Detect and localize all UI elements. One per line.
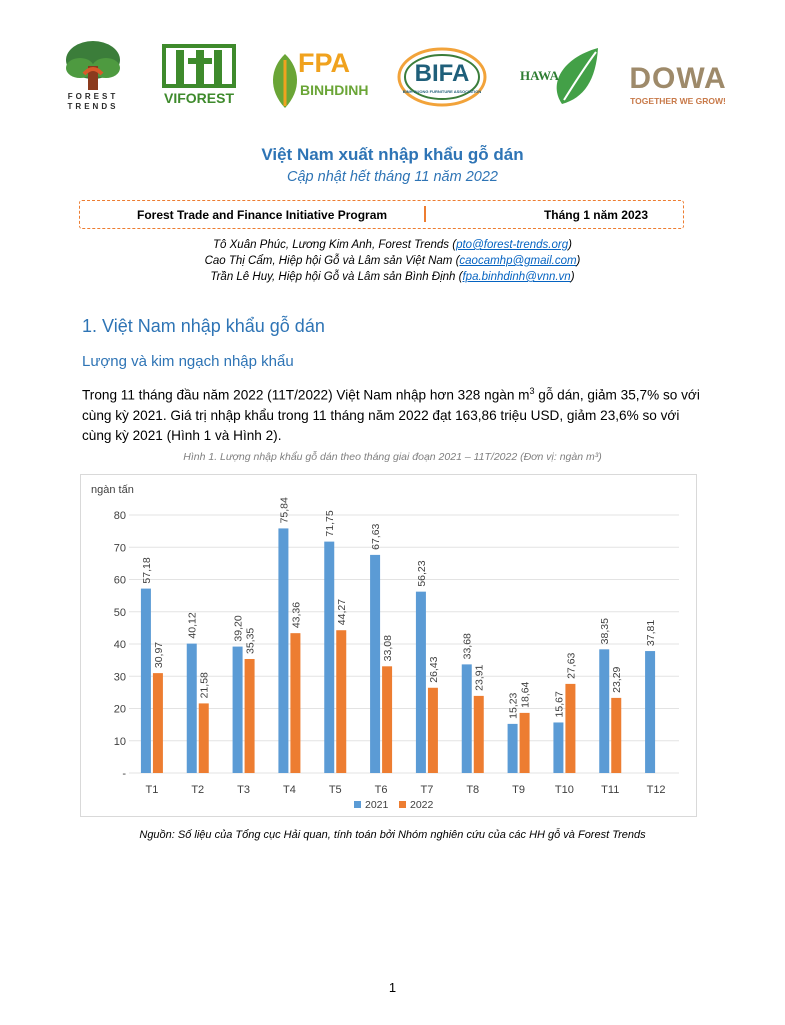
bar bbox=[199, 703, 209, 773]
forest-trends-line2: TRENDS bbox=[67, 102, 119, 111]
data-label: 23,91 bbox=[473, 664, 486, 691]
x-tick-label: T12 bbox=[646, 784, 666, 796]
bar bbox=[565, 684, 575, 773]
figure-caption: Hình 1. Lượng nhập khẩu gỗ dán theo tháng giai đoạn 2021 – 11T/2022 (Đơn vị: ngàn m³) bbox=[183, 451, 602, 463]
program-name: Forest Trade and Finance Initiative Program bbox=[137, 208, 388, 222]
data-label: 43,36 bbox=[290, 601, 303, 629]
bar bbox=[245, 659, 255, 773]
author-close: ) bbox=[576, 255, 581, 267]
dowa-logo bbox=[626, 40, 730, 115]
legend-swatch bbox=[354, 801, 361, 808]
bar bbox=[141, 589, 151, 773]
legend-label: 2022 bbox=[410, 799, 434, 811]
section-heading: 1. Việt Nam nhập khẩu gỗ dán bbox=[82, 316, 325, 336]
paragraph-start: Trong 11 tháng đầu năm 2022 (11T/2022) Việt Nam nhập hơn 328 ngàn m bbox=[82, 387, 530, 403]
x-tick-label: T4 bbox=[282, 784, 296, 796]
x-tick-label: T11 bbox=[601, 784, 620, 796]
bar-chart bbox=[81, 475, 696, 816]
x-tick-label: T8 bbox=[466, 784, 480, 796]
section-subheading: Lượng và kim ngạch nhập khẩu bbox=[82, 353, 294, 370]
chart-frame bbox=[80, 474, 697, 817]
fpa-binhdinh-text: BINHDINH bbox=[300, 82, 369, 98]
bar bbox=[599, 649, 609, 773]
data-label: 15,23 bbox=[507, 692, 520, 719]
bifa-subtext: BINH DUONG FURNITURE ASSOCIATION bbox=[402, 89, 482, 94]
data-label: 57,18 bbox=[140, 557, 153, 584]
data-label: 37,81 bbox=[645, 619, 658, 647]
data-label: 38,35 bbox=[599, 618, 612, 645]
bar bbox=[428, 688, 438, 773]
body-paragraph bbox=[82, 381, 707, 446]
bar bbox=[382, 666, 392, 773]
x-tick-label: T6 bbox=[374, 784, 388, 796]
author-line bbox=[0, 269, 785, 285]
x-tick-label: T7 bbox=[420, 784, 434, 796]
data-label: 71,75 bbox=[324, 510, 337, 537]
data-label: 27,63 bbox=[565, 652, 578, 679]
viforest-name: VIFOREST bbox=[163, 90, 234, 106]
author-close: ) bbox=[568, 239, 572, 251]
fpa-text: FPA bbox=[298, 48, 350, 78]
author-email-link[interactable]: fpa.binhdinh@vnn.vn bbox=[462, 271, 571, 283]
x-tick-label: T3 bbox=[237, 784, 251, 796]
y-tick-label: 60 bbox=[113, 574, 126, 587]
paragraph-superscript: 3 bbox=[529, 386, 535, 396]
data-label: 23,29 bbox=[611, 666, 624, 693]
y-tick-label: 50 bbox=[113, 606, 126, 619]
bar bbox=[290, 633, 300, 773]
y-tick-label: 30 bbox=[113, 671, 126, 684]
legend-label: 2021 bbox=[365, 799, 389, 811]
fpa-logo bbox=[268, 40, 369, 115]
page-number: 1 bbox=[388, 980, 397, 995]
data-label: 21,58 bbox=[198, 672, 211, 699]
author-text: Trần Lê Huy, Hiệp hội Gỗ và Lâm sản Bình Định ( bbox=[210, 271, 463, 283]
x-tick-label: T2 bbox=[191, 784, 205, 796]
bar bbox=[370, 555, 380, 773]
data-label: 33,08 bbox=[382, 635, 395, 662]
tree-icon bbox=[60, 40, 126, 90]
hawa-logo bbox=[518, 40, 602, 115]
data-label: 33,68 bbox=[461, 633, 474, 660]
bar bbox=[520, 713, 530, 773]
paragraph-end: gỗ dán, giảm 35,7% so với cùng kỳ 2021. Giá trị nhập khẩu trong 11 tháng năm 2022 đạt 163,86 triệu USD, giảm 23,6% so với cùng kỳ 2021 (Hình 1 và Hình 2). bbox=[82, 387, 700, 443]
data-label: 26,43 bbox=[427, 656, 440, 683]
bar bbox=[553, 722, 563, 773]
bifa-text: BIFA bbox=[414, 60, 470, 87]
author-text: Cao Thị Cẩm, Hiệp hội Gỗ và Lâm sản Việt Nam ( bbox=[204, 255, 460, 267]
program-divider bbox=[424, 206, 426, 222]
viforest-emblem-icon bbox=[158, 40, 240, 90]
x-tick-label: T10 bbox=[554, 784, 574, 796]
author-close: ) bbox=[570, 271, 575, 283]
forest-trends-line1: FOREST bbox=[67, 92, 119, 101]
bar bbox=[187, 644, 197, 773]
document-subtitle: Cập nhật hết tháng 11 năm 2022 bbox=[287, 169, 498, 185]
publication-date: Tháng 1 năm 2023 bbox=[543, 208, 648, 222]
y-tick-label: 40 bbox=[113, 639, 126, 651]
bar bbox=[278, 528, 288, 773]
author-line bbox=[0, 253, 785, 269]
author-email-link[interactable]: caocamhp@gmail.com bbox=[459, 255, 577, 267]
data-label: 18,64 bbox=[519, 681, 532, 708]
data-label: 56,23 bbox=[415, 560, 428, 587]
y-tick-label: 20 bbox=[113, 703, 126, 716]
y-tick-label: 80 bbox=[113, 510, 126, 522]
bar bbox=[508, 724, 518, 773]
data-label: 30,97 bbox=[152, 641, 165, 669]
figure-source: Nguồn: Số liệu của Tổng cục Hải quan, tính toán bởi Nhóm nghiên cứu của các HH gỗ và Forest Trends bbox=[139, 829, 646, 841]
legend-swatch bbox=[399, 801, 406, 808]
author-line bbox=[0, 237, 785, 253]
bar bbox=[474, 696, 484, 773]
y-tick-label: 10 bbox=[113, 735, 126, 748]
data-label: 35,35 bbox=[244, 627, 257, 654]
author-text: Tô Xuân Phúc, Lương Kim Anh, Forest Trends ( bbox=[213, 239, 457, 251]
author-email-link[interactable]: pto@forest-trends.org bbox=[456, 239, 569, 251]
forest-trends-logo bbox=[60, 40, 126, 115]
data-label: 75,84 bbox=[278, 497, 291, 524]
data-label: 15,67 bbox=[553, 691, 566, 718]
authors-block bbox=[0, 237, 785, 285]
hawa-text: HAWA bbox=[520, 68, 560, 83]
x-tick-label: T5 bbox=[328, 784, 342, 796]
bar bbox=[416, 592, 426, 773]
viforest-logo bbox=[158, 40, 240, 115]
bar bbox=[645, 651, 655, 773]
y-tick-label: - bbox=[122, 768, 126, 780]
bar bbox=[336, 630, 346, 773]
bar bbox=[324, 542, 334, 773]
data-label: 44,27 bbox=[336, 598, 349, 626]
data-label: 39,20 bbox=[232, 615, 245, 642]
bifa-logo bbox=[396, 40, 488, 115]
dowa-tagline: TOGETHER WE GROW! bbox=[630, 96, 726, 106]
bar bbox=[462, 664, 472, 773]
bar bbox=[153, 673, 163, 773]
partner-logos bbox=[60, 40, 740, 115]
bar bbox=[233, 647, 243, 773]
data-label: 67,63 bbox=[370, 523, 383, 550]
data-label: 40,12 bbox=[186, 612, 199, 639]
document-title: Việt Nam xuất nhập khẩu gỗ dán bbox=[261, 145, 524, 164]
leaf-icon bbox=[268, 50, 302, 110]
y-axis-label: ngàn tấn bbox=[91, 484, 134, 496]
dowa-text: DOWA bbox=[629, 62, 727, 95]
bar bbox=[611, 698, 621, 773]
x-tick-label: T1 bbox=[145, 784, 159, 796]
program-box bbox=[79, 200, 684, 229]
y-tick-label: 70 bbox=[113, 542, 126, 555]
x-tick-label: T9 bbox=[512, 784, 526, 796]
